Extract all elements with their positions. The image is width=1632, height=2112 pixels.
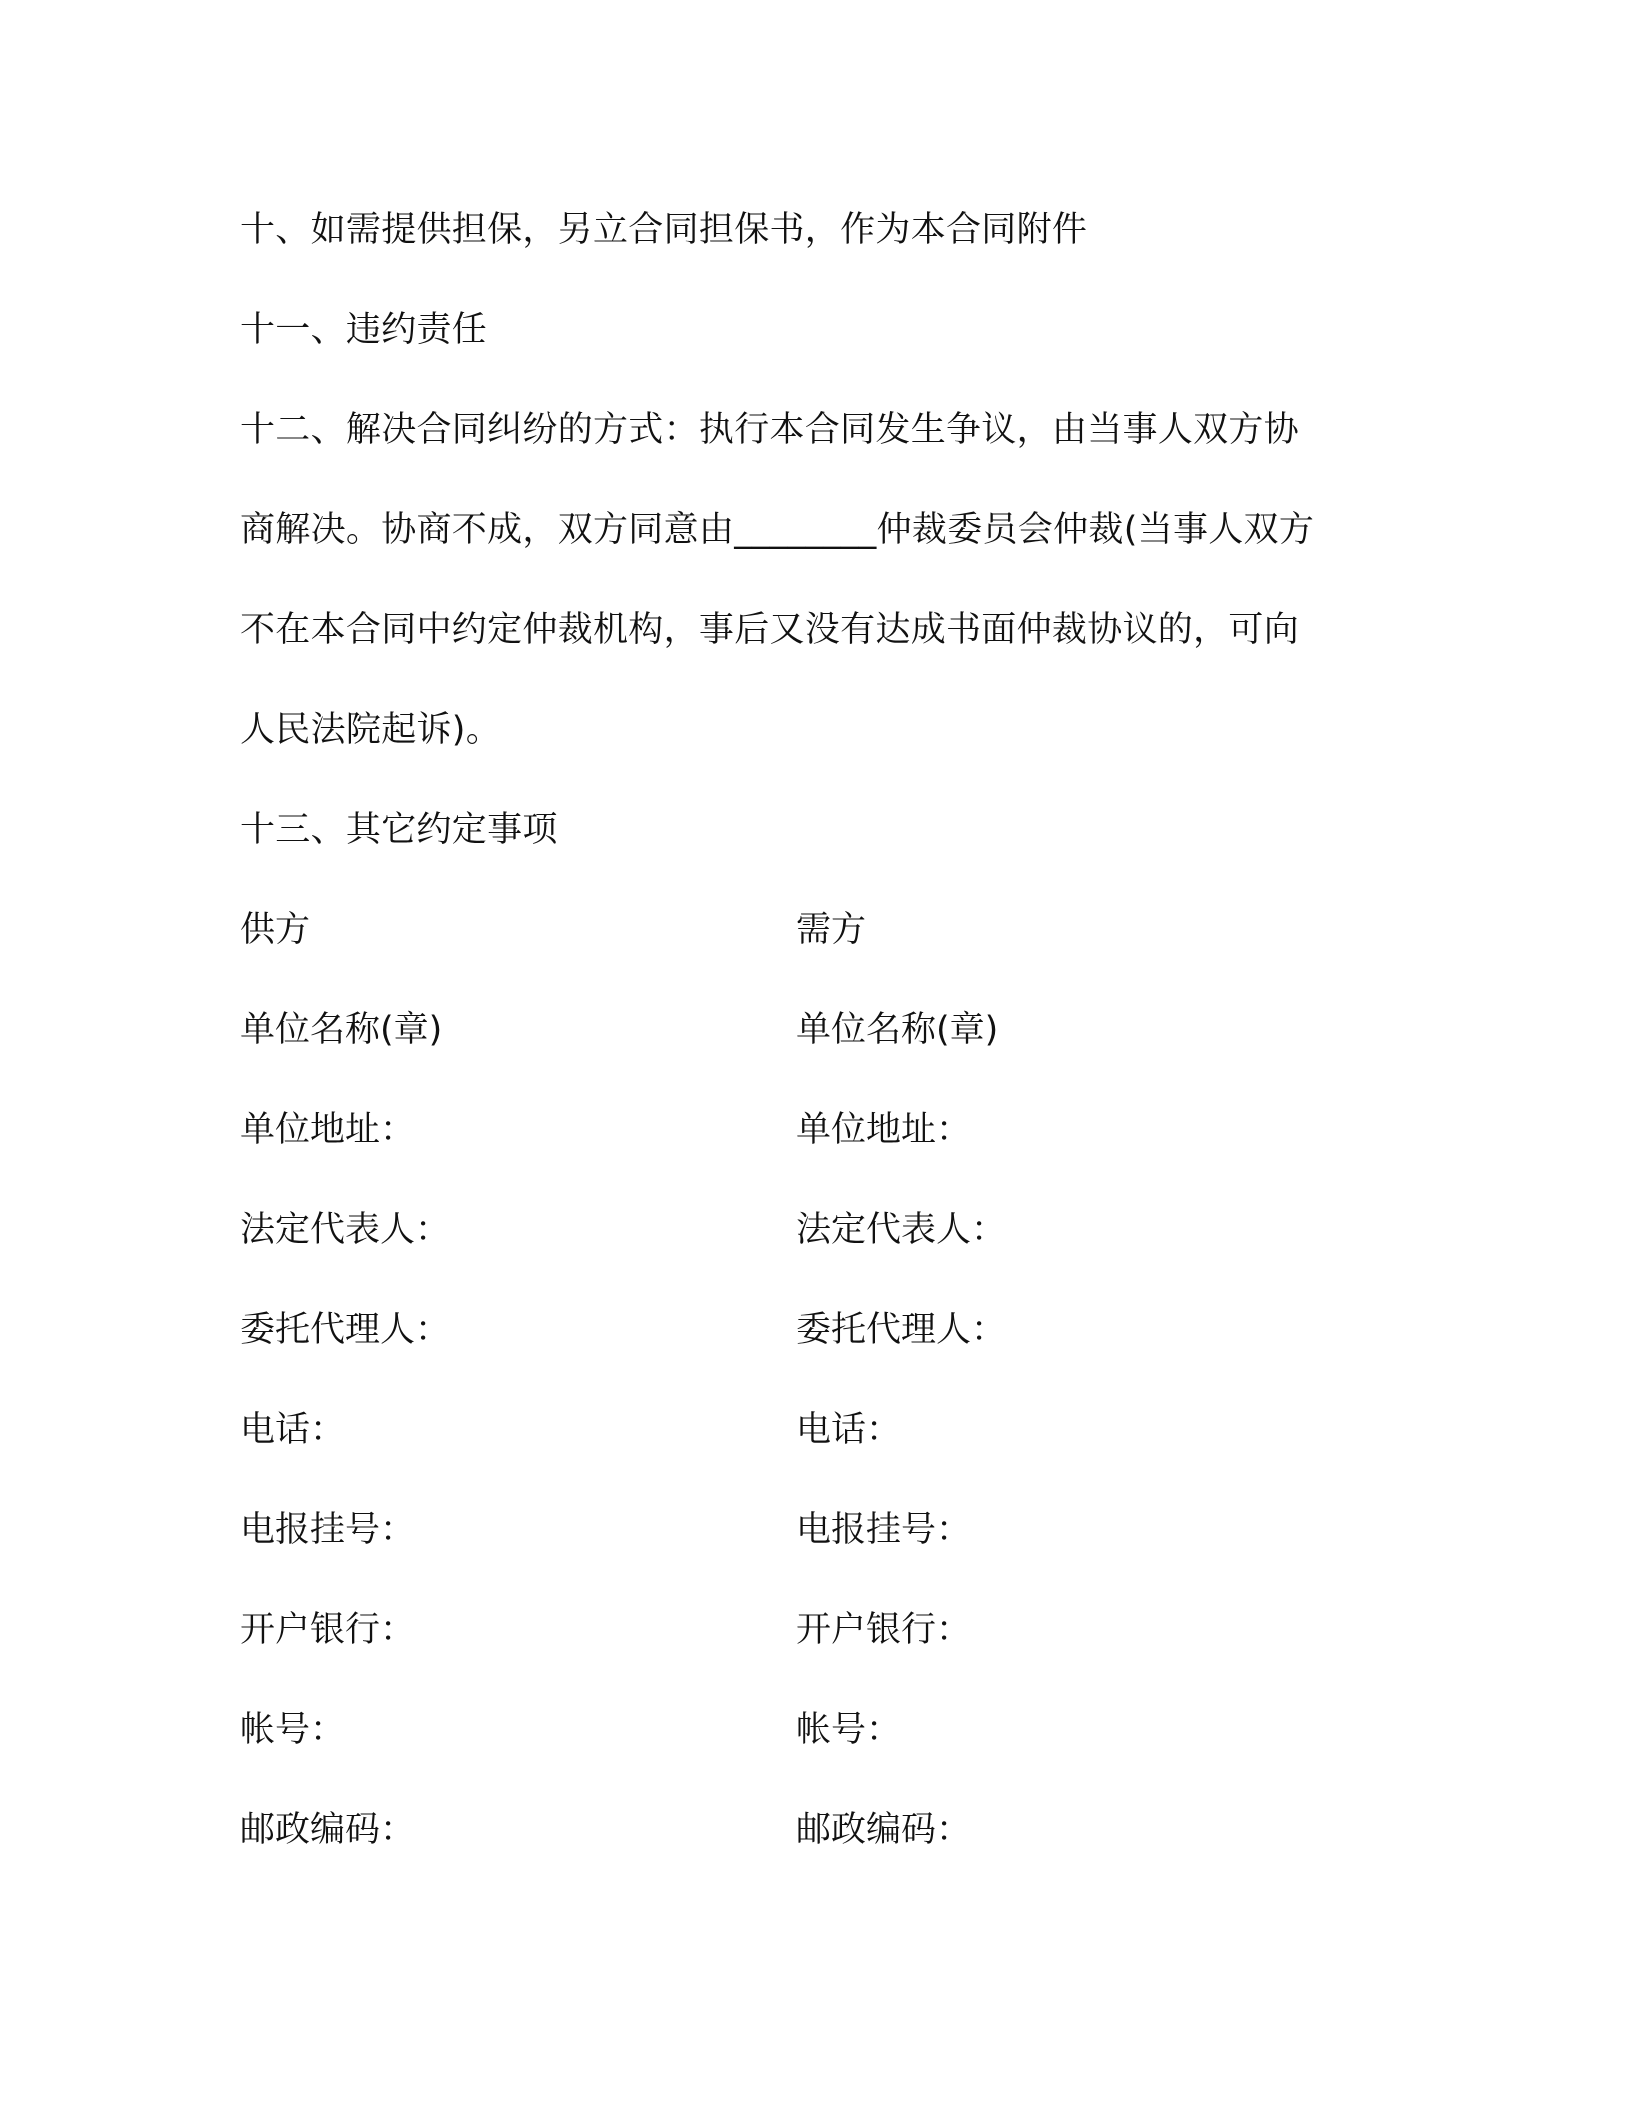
clause-twelve-line: 商解决。协商不成，双方同意由________仲裁委员会仲裁(当事人双方	[240, 510, 1315, 550]
supplier-postal-code-label: 邮政编码：	[240, 1810, 416, 1850]
clause-thirteen: 十三、其它约定事项	[240, 810, 558, 850]
supplier-bank-label: 开户银行：	[240, 1610, 416, 1650]
party-row-header	[240, 880, 1400, 980]
supplier-legal-representative-label: 法定代表人：	[240, 1210, 451, 1250]
buyer-postal-code-label: 邮政编码：	[796, 1810, 972, 1850]
party-row-telegraph	[240, 1480, 1400, 1580]
party-row-company-name	[240, 980, 1400, 1080]
party-row-postal-code	[240, 1780, 1400, 1880]
party-row-phone	[240, 1380, 1400, 1480]
party-row-agent	[240, 1280, 1400, 1380]
clause-eleven: 十一、违约责任	[240, 310, 488, 350]
supplier-account-label: 帐号：	[240, 1710, 346, 1750]
buyer-bank-label: 开户银行：	[796, 1610, 972, 1650]
party-information-table	[240, 880, 1400, 1880]
party-row-legal-representative	[240, 1180, 1400, 1280]
supplier-address-label: 单位地址：	[240, 1110, 416, 1150]
buyer-account-label: 帐号：	[796, 1710, 902, 1750]
party-row-bank	[240, 1580, 1400, 1680]
contract-clauses	[240, 180, 1400, 880]
clause-twelve-line: 不在本合同中约定仲裁机构，事后又没有达成书面仲裁协议的，可向	[240, 610, 1300, 650]
party-row-account	[240, 1680, 1400, 1780]
supplier-agent-label: 委托代理人：	[240, 1310, 451, 1350]
buyer-legal-representative-label: 法定代表人：	[796, 1210, 1007, 1250]
buyer-address-label: 单位地址：	[796, 1110, 972, 1150]
buyer-agent-label: 委托代理人：	[796, 1310, 1007, 1350]
buyer-company-name-label: 单位名称(章)	[796, 1010, 999, 1050]
clause-ten: 十、如需提供担保，另立合同担保书，作为本合同附件	[240, 210, 1088, 250]
supplier-phone-label: 电话：	[240, 1410, 346, 1450]
buyer-telegraph-label: 电报挂号：	[796, 1510, 972, 1550]
supplier-telegraph-label: 电报挂号：	[240, 1510, 416, 1550]
clause-twelve-line: 十二、解决合同纠纷的方式：执行本合同发生争议，由当事人双方协	[240, 410, 1300, 450]
clause-twelve-line: 人民法院起诉)。	[240, 710, 502, 750]
party-row-address	[240, 1080, 1400, 1180]
supplier-company-name-label: 单位名称(章)	[240, 1010, 443, 1050]
clause-twelve	[240, 380, 1400, 780]
buyer-header: 需方	[796, 910, 867, 950]
buyer-phone-label: 电话：	[796, 1410, 902, 1450]
supplier-header: 供方	[240, 910, 311, 950]
